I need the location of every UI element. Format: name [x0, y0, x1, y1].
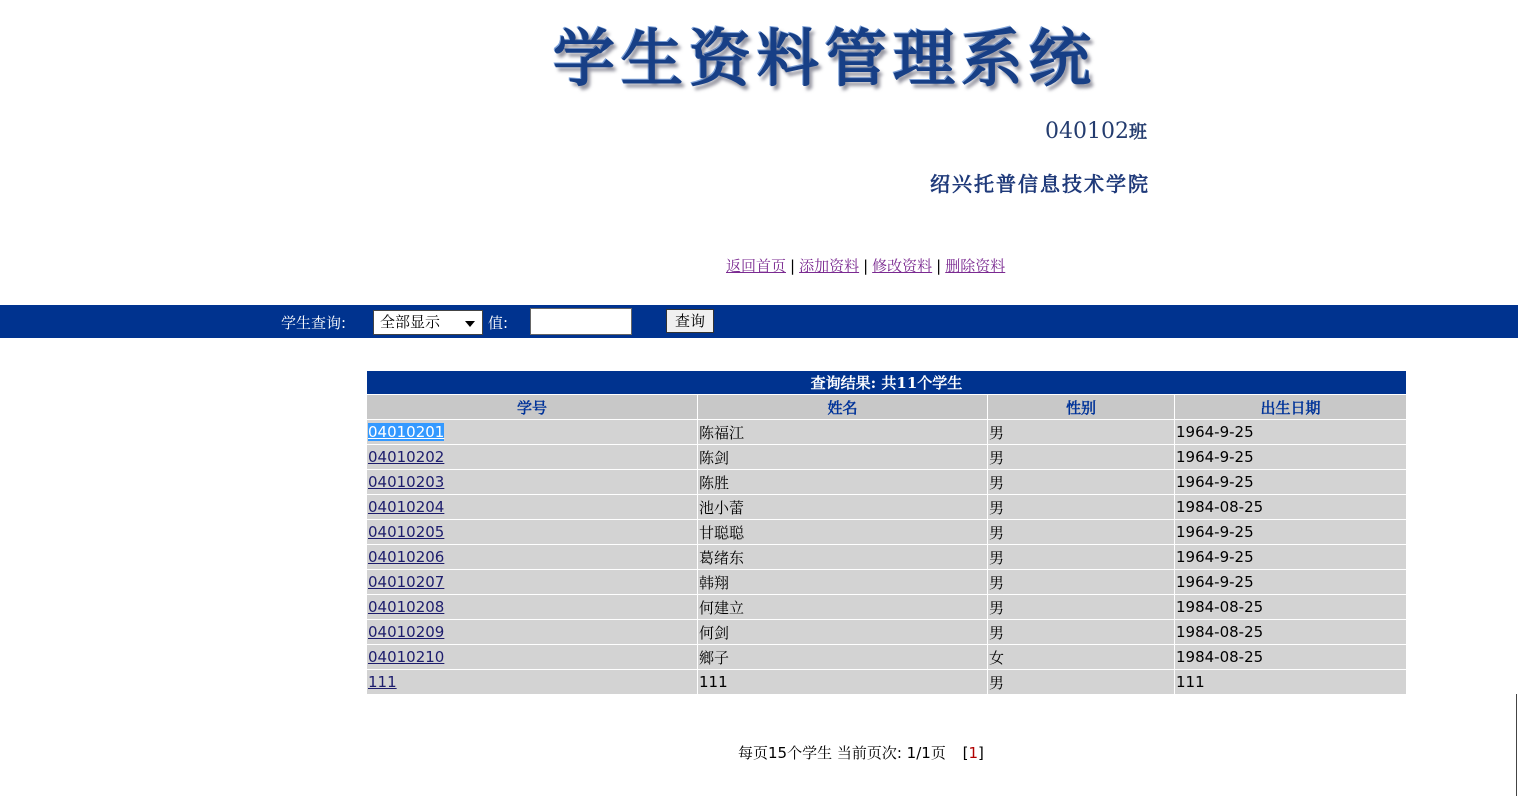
- page-link-1[interactable]: 1: [968, 744, 979, 762]
- table-row: [367, 670, 1406, 694]
- cell-name: 陈福江: [698, 420, 987, 444]
- pagination-bracket-open: [: [962, 744, 969, 762]
- cell-name: 鄉子: [698, 645, 987, 669]
- cell-gender: 男: [988, 520, 1174, 544]
- cell-name: 葛绪东: [698, 545, 987, 569]
- class-suffix: 班: [1128, 122, 1147, 143]
- cell-gender: 男: [988, 495, 1174, 519]
- query-value-input[interactable]: [530, 308, 632, 335]
- query-bar: [0, 305, 1518, 338]
- student-id-link[interactable]: 111: [368, 673, 397, 691]
- add-record-link[interactable]: 添加资料: [799, 257, 860, 275]
- student-id-link[interactable]: 04010210: [368, 648, 445, 666]
- cell-birth-date: 1964-9-25: [1175, 520, 1406, 544]
- table-row: [367, 420, 1406, 444]
- cell-student-id: [367, 670, 697, 694]
- nav-separator: |: [936, 257, 942, 275]
- cell-student-id: [367, 420, 697, 444]
- cell-birth-date: 1984-08-25: [1175, 620, 1406, 644]
- table-row: [367, 445, 1406, 469]
- cell-birth-date: 1984-08-25: [1175, 495, 1406, 519]
- table-row: [367, 495, 1406, 519]
- cell-gender: 男: [988, 570, 1174, 594]
- cell-name: 韩翔: [698, 570, 987, 594]
- cell-student-id: [367, 645, 697, 669]
- table-row: [367, 570, 1406, 594]
- nav-separator: |: [790, 257, 796, 275]
- query-button[interactable]: 查询: [666, 309, 714, 333]
- edit-record-link[interactable]: 修改资料: [872, 257, 933, 275]
- home-link[interactable]: 返回首页: [726, 257, 787, 275]
- system-title: 学生资料管理系统: [553, 22, 1098, 95]
- cell-gender: 男: [988, 595, 1174, 619]
- cell-birth-date: 1964-9-25: [1175, 470, 1406, 494]
- student-id-link[interactable]: 04010204: [368, 498, 445, 516]
- query-field-select-value: 全部显示: [380, 313, 441, 331]
- pagination-summary: 每页15个学生 当前页次: 1/1页: [738, 744, 946, 762]
- column-header-gender: 性别: [988, 395, 1174, 419]
- cell-student-id: [367, 620, 697, 644]
- cell-name: 陈胜: [698, 470, 987, 494]
- table-row: [367, 595, 1406, 619]
- cell-gender: 男: [988, 670, 1174, 694]
- student-id-link[interactable]: 04010205: [368, 523, 445, 541]
- cell-birth-date: 1964-9-25: [1175, 445, 1406, 469]
- pagination: [738, 742, 984, 763]
- cell-student-id: [367, 445, 697, 469]
- student-id-link[interactable]: 04010209: [368, 623, 445, 641]
- pagination-bracket-close: ]: [978, 744, 984, 762]
- cell-gender: 男: [988, 420, 1174, 444]
- cell-birth-date: 1984-08-25: [1175, 645, 1406, 669]
- school-name: 绍兴托普信息技术学院: [930, 172, 1150, 196]
- delete-record-link[interactable]: 删除资料: [945, 257, 1006, 275]
- cell-student-id: [367, 470, 697, 494]
- cell-gender: 女: [988, 645, 1174, 669]
- nav-separator: |: [863, 257, 869, 275]
- student-id-link[interactable]: 04010207: [368, 573, 445, 591]
- cell-student-id: [367, 595, 697, 619]
- cell-name: 池小蕾: [698, 495, 987, 519]
- cell-student-id: [367, 520, 697, 544]
- cell-name: 何剑: [698, 620, 987, 644]
- cell-birth-date: 1964-9-25: [1175, 420, 1406, 444]
- cell-gender: 男: [988, 445, 1174, 469]
- cell-name: 111: [698, 670, 987, 694]
- results-caption: 查询结果: 共11个学生: [367, 371, 1406, 394]
- value-label: 值:: [488, 314, 509, 332]
- student-id-link[interactable]: 04010202: [368, 448, 445, 466]
- class-number: [1045, 118, 1147, 144]
- column-header-name: 姓名: [698, 395, 987, 419]
- student-id-link[interactable]: 04010208: [368, 598, 445, 616]
- cell-birth-date: 1964-9-25: [1175, 570, 1406, 594]
- cell-birth-date: 111: [1175, 670, 1406, 694]
- column-header-id: 学号: [367, 395, 697, 419]
- table-row: [367, 620, 1406, 644]
- cell-name: 何建立: [698, 595, 987, 619]
- class-number-value: 040102: [1045, 119, 1129, 144]
- results-table: [366, 370, 1407, 695]
- cell-birth-date: 1984-08-25: [1175, 595, 1406, 619]
- table-row: [367, 645, 1406, 669]
- chevron-down-icon: [465, 321, 475, 327]
- table-header-row: [367, 395, 1406, 419]
- cell-student-id: [367, 495, 697, 519]
- student-id-link[interactable]: 04010206: [368, 548, 445, 566]
- cell-name: 陈剑: [698, 445, 987, 469]
- cell-gender: 男: [988, 620, 1174, 644]
- column-header-birth: 出生日期: [1175, 395, 1406, 419]
- cell-student-id: [367, 545, 697, 569]
- cell-gender: 男: [988, 470, 1174, 494]
- query-label: 学生查询:: [281, 314, 347, 332]
- cell-gender: 男: [988, 545, 1174, 569]
- table-row: [367, 520, 1406, 544]
- cell-student-id: [367, 570, 697, 594]
- cell-name: 甘聪聪: [698, 520, 987, 544]
- student-id-link[interactable]: 04010201: [368, 423, 445, 441]
- table-row: [367, 545, 1406, 569]
- cell-birth-date: 1964-9-25: [1175, 545, 1406, 569]
- student-id-link[interactable]: 04010203: [368, 473, 445, 491]
- results-caption-row: [367, 371, 1406, 394]
- window-edge-line: [1516, 694, 1517, 796]
- table-row: [367, 470, 1406, 494]
- query-field-select[interactable]: [373, 310, 483, 335]
- nav-links: [726, 255, 1005, 276]
